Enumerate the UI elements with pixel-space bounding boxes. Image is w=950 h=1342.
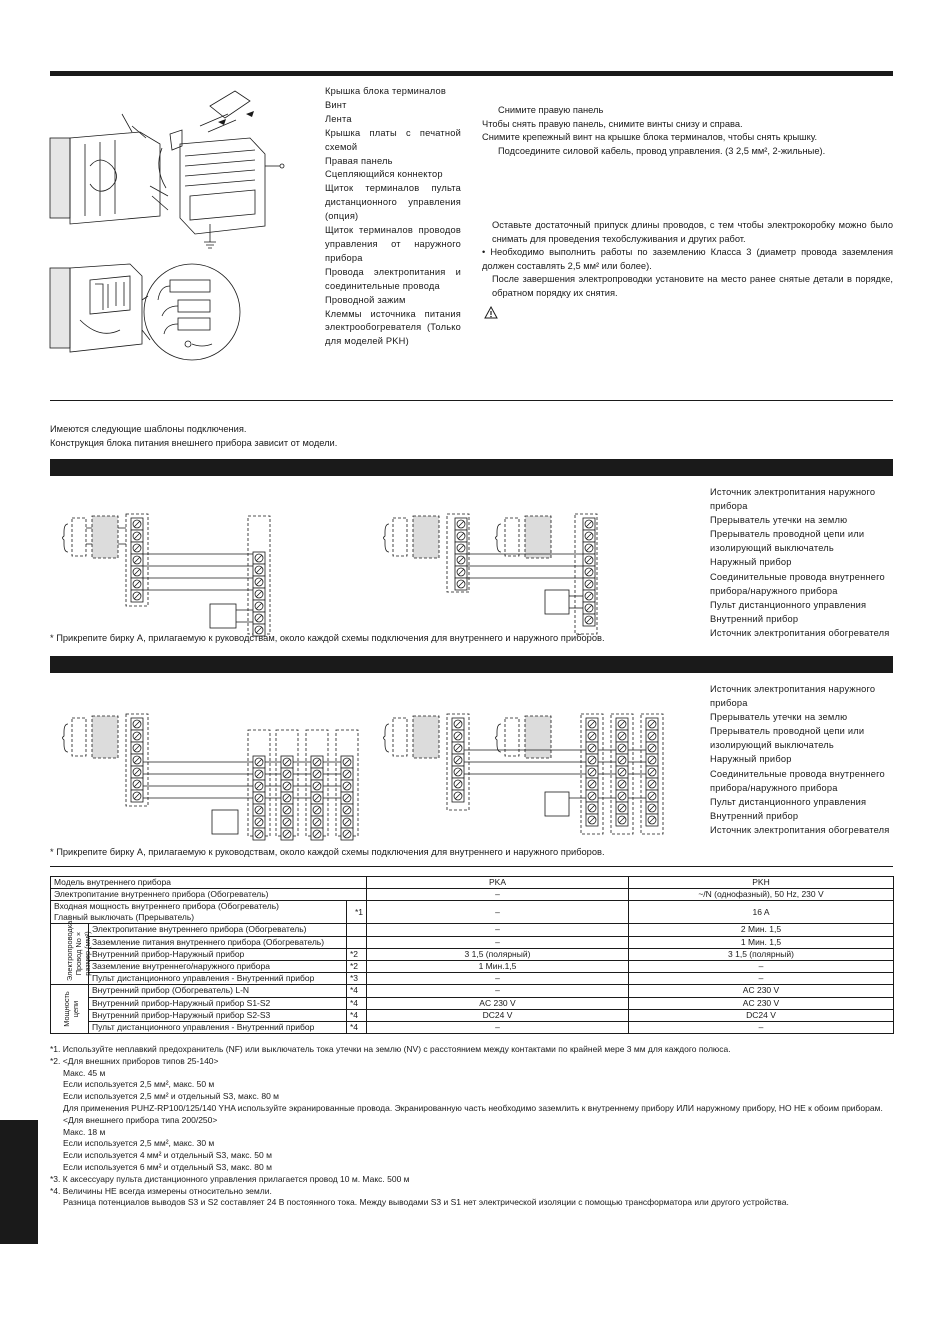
- table-cell: AC 230 V: [367, 997, 629, 1009]
- intro-line: Конструкция блока питания внешнего прибора зависит от модели.: [50, 437, 338, 448]
- table-cell: [51, 901, 347, 924]
- table-cell: –: [367, 889, 629, 901]
- legend-item: Наружный прибор: [710, 557, 792, 568]
- table-row: [51, 901, 894, 924]
- legend-item: Прерыватель утечки на землю: [710, 515, 848, 526]
- terminal-screw-icon: [281, 780, 293, 792]
- legend-item: Внутренний прибор: [710, 613, 799, 624]
- notes: [482, 219, 893, 301]
- group-label: Мощность цепи: [51, 985, 89, 1034]
- legend-1: [710, 485, 893, 640]
- instruction-line: Чтобы снять правую панель, снимите винты снизу и справа.: [482, 118, 743, 129]
- terminal-screw-icon: [131, 590, 143, 602]
- parts-list-item: Провода электропитания и соединительные провода: [325, 266, 461, 291]
- footnote: Разница потенциалов выводов S3 и S2 составляет 24 В постоянного тока. Между выводами S3 и S1 нет электрической изоляции с помощью трансформатора или другого устройства.: [63, 1197, 789, 1208]
- legend-item: Источник электропитания наружного прибора: [710, 487, 876, 512]
- table-cell: *2: [347, 948, 367, 960]
- table-cell: –: [367, 1021, 629, 1033]
- terminal-screw-icon: [131, 542, 143, 554]
- terminal-screw-icon: [131, 518, 143, 530]
- terminal-screw-icon: [452, 718, 464, 730]
- parts-list: [325, 85, 461, 349]
- terminal-screw-icon: [646, 814, 658, 826]
- terminal-screw-icon: [583, 578, 595, 590]
- table-cell: –: [629, 973, 894, 985]
- terminal-screw-icon: [253, 756, 265, 768]
- terminal-screw-icon: [131, 718, 143, 730]
- terminal-screw-icon: [452, 742, 464, 754]
- legend-item: Прерыватель утечки на землю: [710, 712, 848, 723]
- legend-item: Соединительные провода внутреннего прибора/наружного прибора: [710, 768, 885, 793]
- terminal-screw-icon: [452, 790, 464, 802]
- table-cell: Электропитание внутреннего прибора (Обогреватель): [89, 924, 347, 936]
- parts-list-item: Правая панель: [325, 155, 393, 166]
- input-label-1: Входная мощность внутреннего прибора (Обогреватель): [54, 901, 279, 912]
- parts-list-item: Крышка блока терминалов: [325, 86, 447, 96]
- terminal-screw-icon: [253, 612, 265, 624]
- terminal-screw-icon: [583, 566, 595, 578]
- terminal-screw-icon: [131, 790, 143, 802]
- table-cell: DC24 V: [629, 1009, 894, 1021]
- note-line: • Необходимо выполнить работы по заземлению Класса 3 (диаметр провода заземления должен составлять 2,5 мм² или более).: [482, 247, 893, 271]
- terminal-screw-icon: [616, 814, 628, 826]
- table-cell: 3 1,5 (полярный): [367, 948, 629, 960]
- terminal-screw-icon: [452, 730, 464, 742]
- terminal-screw-icon: [341, 768, 353, 780]
- terminal-screw-icon: [583, 542, 595, 554]
- footnote: Если используется 2,5 мм², макс. 30 м: [63, 1138, 215, 1149]
- terminal-screw-icon: [586, 790, 598, 802]
- table-cell: –: [367, 924, 629, 936]
- table-cell: [347, 936, 367, 948]
- table-cell: 2 Мин. 1,5: [629, 924, 894, 936]
- terminal-screw-icon: [311, 804, 323, 816]
- instruction-line: Снимите крепежный винт на крышке блока терминалов, чтобы снять крышку.: [482, 132, 818, 143]
- group-label: Электропроводка Провод No × размер (мм²): [51, 924, 89, 985]
- terminal-screw-icon: [455, 542, 467, 554]
- terminal-screw-icon: [281, 792, 293, 804]
- table-cell: DC24 V: [367, 1009, 629, 1021]
- legend-item: Наружный прибор: [710, 754, 792, 765]
- top-rule: [50, 71, 893, 76]
- terminal-screw-icon: [341, 780, 353, 792]
- terminal-screw-icon: [452, 778, 464, 790]
- table-cell: Внутренний прибор-Наружный прибор: [89, 948, 347, 960]
- terminal-screw-icon: [311, 768, 323, 780]
- instructions: [482, 104, 894, 158]
- legend-2: [710, 682, 893, 837]
- terminal-screw-icon: [281, 768, 293, 780]
- terminal-screw-icon: [131, 742, 143, 754]
- wiring-diagram-1b: [385, 510, 615, 640]
- terminal-screw-icon: [616, 742, 628, 754]
- table-cell: *4: [347, 1009, 367, 1021]
- terminal-screw-icon: [586, 778, 598, 790]
- parts-list-item: Винт: [325, 99, 347, 110]
- terminal-screw-icon: [311, 780, 323, 792]
- terminal-screw-icon: [646, 718, 658, 730]
- page-side-tab: [0, 1120, 38, 1244]
- input-label-2: Главный выключать (Прерыватель): [54, 912, 195, 923]
- table-cell: *3: [347, 973, 367, 985]
- terminal-screw-icon: [253, 552, 265, 564]
- parts-list-item: Лента: [325, 113, 352, 124]
- terminal-screw-icon: [452, 754, 464, 766]
- terminal-detail-illustration: [50, 260, 250, 360]
- table-cell: –: [629, 960, 894, 972]
- table-cell: 16 A: [629, 901, 894, 924]
- intro-line: Имеются следующие шаблоны подключения.: [50, 424, 247, 434]
- table-row: [51, 960, 894, 972]
- terminal-screw-icon: [616, 754, 628, 766]
- terminal-screw-icon: [253, 828, 265, 840]
- table-row: [51, 973, 894, 985]
- note-line: После завершения электропроводки установите на место ранее снятые детали в порядке, обратном порядку их снятия.: [492, 274, 893, 298]
- table-cell: –: [629, 1021, 894, 1033]
- terminal-screw-icon: [341, 792, 353, 804]
- terminal-screw-icon: [616, 730, 628, 742]
- terminal-screw-icon: [646, 766, 658, 778]
- terminal-screw-icon: [253, 792, 265, 804]
- table-row: [51, 924, 894, 936]
- footnote: *2. <Для внешних приборов типов 25-140>: [50, 1055, 219, 1066]
- section-bar-2: [50, 656, 893, 673]
- terminal-screw-icon: [253, 588, 265, 600]
- terminal-screw-icon: [131, 530, 143, 542]
- section-bar-1: [50, 459, 893, 476]
- table-cell: PKH: [629, 877, 894, 889]
- terminal-screw-icon: [311, 792, 323, 804]
- legend-item: Источник электропитания обогревателя: [710, 824, 890, 835]
- footnote: Если используется 2,5 мм², макс. 50 м: [63, 1079, 215, 1090]
- terminal-screw-icon: [131, 578, 143, 590]
- table-cell: AC 230 V: [629, 997, 894, 1009]
- terminal-screw-icon: [646, 730, 658, 742]
- table-cell: Заземление внутреннего/наружного прибора: [89, 960, 347, 972]
- terminal-screw-icon: [646, 778, 658, 790]
- section-divider: [50, 866, 893, 867]
- tag-note-2: * Прикрепите бирку А, прилагаемую к руководствам, около каждой схемы подключения для внутреннего и наружного приборов.: [50, 847, 605, 857]
- terminal-screw-icon: [455, 566, 467, 578]
- table-cell: *1: [347, 901, 367, 924]
- terminal-screw-icon: [646, 742, 658, 754]
- terminal-screw-icon: [583, 602, 595, 614]
- terminal-screw-icon: [253, 600, 265, 612]
- table-row: [51, 889, 894, 901]
- terminal-screw-icon: [586, 814, 598, 826]
- section-divider: [50, 400, 893, 401]
- spec-table: [50, 876, 894, 1034]
- legend-item: Пульт дистанционного управления: [710, 796, 867, 807]
- terminal-screw-icon: [646, 754, 658, 766]
- terminal-screw-icon: [131, 766, 143, 778]
- table-cell: –: [367, 901, 629, 924]
- terminal-screw-icon: [253, 564, 265, 576]
- table-cell: Внутренний прибор-Наружный прибор S1-S2: [89, 997, 347, 1009]
- footnote: Если используется 6 мм² и отдельный S3, макс. 80 м: [63, 1161, 272, 1172]
- terminal-screw-icon: [586, 766, 598, 778]
- table-cell: Модель внутреннего прибора: [51, 877, 367, 889]
- table-cell: Пульт дистанционного управления - Внутренний прибор: [89, 973, 347, 985]
- tag-note-1: * Прикрепите бирку А, прилагаемую к руководствам, около каждой схемы подключения для внутреннего и наружного приборов.: [50, 633, 605, 643]
- legend-item: Внутренний прибор: [710, 810, 799, 821]
- table-cell: *4: [347, 1021, 367, 1033]
- terminal-screw-icon: [586, 754, 598, 766]
- footnote: *3. К аксессуару пульта дистанционного управления прилагается провод 10 м. Макс. 500 м: [50, 1173, 410, 1184]
- table-row: [51, 936, 894, 948]
- footnote: Если используется 2,5 мм² и отдельный S3, макс. 80 м: [63, 1091, 279, 1102]
- terminal-screw-icon: [341, 756, 353, 768]
- legend-item: Источник электропитания обогревателя: [710, 627, 890, 638]
- table-cell: Заземление питания внутреннего прибора (Обогреватель): [89, 936, 347, 948]
- table-cell: 1 Мин. 1,5: [629, 936, 894, 948]
- terminal-screw-icon: [131, 754, 143, 766]
- footnote: Макс. 45 м: [63, 1067, 106, 1078]
- terminal-screw-icon: [131, 554, 143, 566]
- parts-list-item: Сцепляющийся коннектор: [325, 169, 443, 180]
- instruction-line: Снимите правую панель: [498, 105, 604, 115]
- terminal-screw-icon: [583, 554, 595, 566]
- table-cell: –: [367, 973, 629, 985]
- terminal-screw-icon: [646, 790, 658, 802]
- terminal-screw-icon: [455, 530, 467, 542]
- terminal-screw-icon: [341, 804, 353, 816]
- terminal-screw-icon: [586, 802, 598, 814]
- legend-item: Пульт дистанционного управления: [710, 599, 867, 610]
- terminal-screw-icon: [131, 566, 143, 578]
- terminal-screw-icon: [253, 768, 265, 780]
- table-row: [51, 985, 894, 997]
- terminal-screw-icon: [583, 530, 595, 542]
- terminal-screw-icon: [646, 802, 658, 814]
- terminal-screw-icon: [583, 518, 595, 530]
- table-cell: 3 1,5 (полярный): [629, 948, 894, 960]
- terminal-screw-icon: [131, 778, 143, 790]
- table-cell: Пульт дистанционного управления - Внутренний прибор: [89, 1021, 347, 1033]
- parts-list-item: Клеммы источника питания электрообогревателя (Только для моделей PKH): [325, 308, 461, 347]
- table-cell: *4: [347, 997, 367, 1009]
- parts-list-item: Щиток терминалов проводов управления от наружного прибора: [325, 225, 461, 263]
- wiring-diagram-2b: [385, 710, 685, 840]
- terminal-screw-icon: [253, 804, 265, 816]
- note-line: Оставьте достаточный припуск длины проводов, с тем чтобы электрокоробку можно было снимать для проведения техобслуживания и других работ.: [492, 220, 893, 244]
- terminal-screw-icon: [253, 576, 265, 588]
- table-cell: *2: [347, 960, 367, 972]
- terminal-screw-icon: [452, 766, 464, 778]
- terminal-screw-icon: [281, 804, 293, 816]
- table-cell: 1 Мин.1,5: [367, 960, 629, 972]
- terminal-screw-icon: [281, 816, 293, 828]
- terminal-screw-icon: [616, 766, 628, 778]
- terminal-screw-icon: [583, 590, 595, 602]
- wiring-diagram-2a: [60, 710, 360, 840]
- table-cell: AC 230 V: [629, 985, 894, 997]
- instruction-line: Подсоедините силовой кабель, провод управления. (3 2,5 мм², 2-жильные).: [498, 145, 826, 156]
- footnotes: [50, 1044, 895, 1209]
- table-row: [51, 1009, 894, 1021]
- terminal-screw-icon: [455, 518, 467, 530]
- footnote: Если используется 4 мм² и отдельный S3, макс. 50 м: [63, 1150, 272, 1161]
- footnote: <Для внешнего прибора типа 200/250>: [63, 1114, 218, 1125]
- terminal-screw-icon: [616, 778, 628, 790]
- terminal-screw-icon: [311, 828, 323, 840]
- table-cell: ~/N (однофазный), 50 Hz, 230 V: [629, 889, 894, 901]
- terminal-screw-icon: [311, 756, 323, 768]
- footnote: *1. Используйте неплавкий предохранитель (NF) или выключатель тока утечки на землю (NV) с расстоянием между контактами по крайней мере 3 мм для каждого полюса.: [50, 1044, 731, 1054]
- table-row: [51, 997, 894, 1009]
- legend-item: Источник электропитания наружного прибора: [710, 684, 876, 709]
- table-cell: –: [367, 985, 629, 997]
- terminal-screw-icon: [281, 828, 293, 840]
- terminal-screw-icon: [586, 742, 598, 754]
- terminal-screw-icon: [586, 730, 598, 742]
- table-row: [51, 877, 894, 889]
- terminal-screw-icon: [281, 756, 293, 768]
- terminal-screw-icon: [341, 828, 353, 840]
- terminal-screw-icon: [616, 718, 628, 730]
- legend-item: Соединительные провода внутреннего прибора/наружного прибора: [710, 571, 885, 596]
- terminal-screw-icon: [616, 790, 628, 802]
- terminal-screw-icon: [341, 816, 353, 828]
- terminal-screw-icon: [583, 614, 595, 626]
- legend-item: Прерыватель проводной цепи или изолирующий выключатель: [710, 529, 865, 554]
- parts-list-item: Щиток терминалов пульта дистанционного управления (опция): [325, 183, 461, 222]
- table-cell: *4: [347, 985, 367, 997]
- parts-list-item: Крышка платы с печатной схемой: [325, 127, 461, 152]
- terminal-screw-icon: [253, 780, 265, 792]
- legend-item: Прерыватель проводной цепи или изолирующий выключатель: [710, 726, 865, 751]
- table-cell: Электропитание внутреннего прибора (Обогреватель): [51, 889, 367, 901]
- footnote: *4. Величины НЕ всегда измерены относительно земли.: [50, 1185, 272, 1196]
- table-row: [51, 948, 894, 960]
- terminal-screw-icon: [311, 816, 323, 828]
- wiring-diagram-1a: [60, 510, 280, 640]
- table-cell: –: [367, 936, 629, 948]
- terminal-screw-icon: [455, 554, 467, 566]
- footnote: Для применения PUHZ-RP100/125/140 YHA используйте экранированные провода. Экранированную часть необходимо заземлить к внутреннему прибору ИЛИ наружному прибору, НО НЕ к обоим приборам.: [63, 1102, 883, 1113]
- footnote: Макс. 18 м: [63, 1126, 106, 1137]
- table-cell: Внутренний прибор-Наружный прибор S2-S3: [89, 1009, 347, 1021]
- unit-removal-illustration: [50, 86, 310, 256]
- table-cell: PKA: [367, 877, 629, 889]
- terminal-screw-icon: [616, 802, 628, 814]
- table-cell: Внутренний прибор (Обогреватель) L-N: [89, 985, 347, 997]
- table-cell: [347, 924, 367, 936]
- terminal-screw-icon: [253, 816, 265, 828]
- warning-icon: [484, 306, 498, 319]
- table-row: [51, 1021, 894, 1033]
- intro: [50, 423, 750, 450]
- terminal-screw-icon: [131, 730, 143, 742]
- terminal-screw-icon: [455, 578, 467, 590]
- terminal-screw-icon: [586, 718, 598, 730]
- parts-list-item: Проводной зажим: [325, 294, 406, 305]
